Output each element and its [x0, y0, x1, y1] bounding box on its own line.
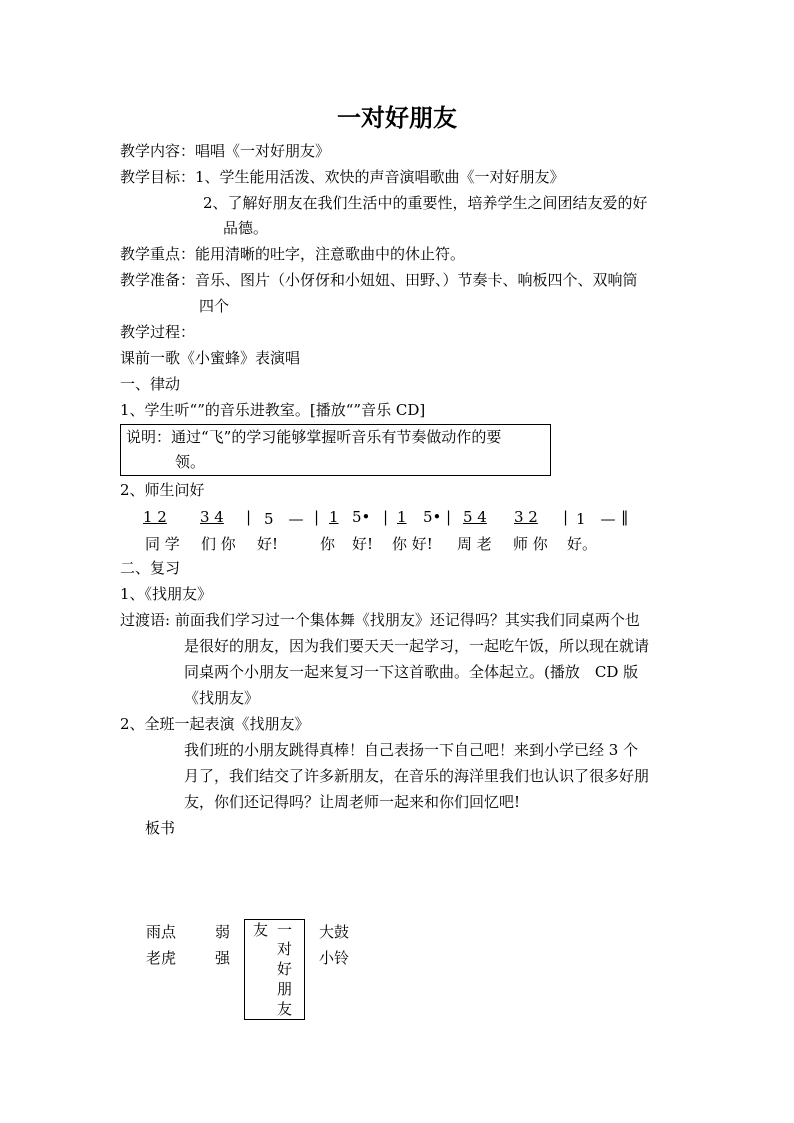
bar-line: | [563, 508, 569, 526]
board-vertical-char: 好 [277, 960, 293, 978]
bar-line: | [446, 508, 452, 526]
paragraph-line-1: 我们班的小朋友跳得真棒！自己表扬一下自己吧！来到小学已经 3 个 [184, 741, 639, 759]
note-line-1: 说明：通过“飞”的学习能够掌握听音乐有节奏做动作的要 [126, 428, 502, 446]
lyric: 你 好! [392, 535, 433, 553]
board-vertical-char: 朋 [277, 980, 293, 998]
board-heading: 板书 [145, 819, 176, 837]
score-note: 5 — [264, 510, 304, 528]
board-mid-1: 弱 [215, 923, 231, 941]
item-3-line: 1、《找朋友》 [120, 585, 213, 603]
board-left-1: 雨点 [146, 923, 177, 941]
item-4-line: 2、全班一起表演《找朋友》 [120, 715, 310, 733]
score-note: 1 — [576, 510, 616, 528]
board-right-2: 小铃 [319, 949, 350, 967]
score-note: 1 [329, 508, 339, 526]
goal-line-2b: 品德。 [223, 219, 269, 237]
transition-line-3: 同桌两个小朋友一起来复习一下这首歌曲。全体起立。(播放 CD 版 [184, 663, 639, 681]
end-bar-line: ‖ [621, 508, 629, 526]
score-note: 1 2 [143, 508, 167, 526]
score-note: 3 4 [200, 508, 224, 526]
board-right-1: 大鼓 [319, 923, 350, 941]
section-1-heading: 一、律动 [120, 375, 181, 393]
board-box-top-char: 友 [253, 921, 269, 939]
prep-line: 教学准备：音乐、图片（小伢伢和小妞妞、田野、）节奏卡、响板四个、双响筒 [120, 271, 638, 289]
board-vertical-char: 对 [277, 940, 293, 958]
focus-line: 教学重点：能用清晰的吐字，注意歌曲中的休止符。 [120, 245, 466, 263]
score-note: 1 [397, 508, 407, 526]
lyric: 你 [320, 535, 336, 553]
process-heading: 教学过程： [120, 323, 196, 341]
lyric: 周 老 [457, 535, 492, 553]
lyric: 好! [257, 535, 279, 553]
board-left-2: 老虎 [146, 949, 177, 967]
paragraph-line-2: 月了，我们结交了许多新朋友，在音乐的海洋里我们也认识了很多好朋 [184, 767, 650, 785]
section-2-heading: 二、复习 [120, 559, 181, 577]
board-mid-2: 强 [215, 949, 231, 967]
lyric: 同 学 [145, 535, 180, 553]
lyric: 好。 [567, 535, 598, 553]
score-note: 3 2 [514, 508, 538, 526]
transition-line-2: 是很好的朋友，因为我们要天天一起学习，一起吃午饭，所以现在就请 [184, 637, 650, 655]
goal-line-2: 2、了解好朋友在我们生活中的重要性，培养学生之间团结友爱的好 [203, 194, 648, 212]
lyric: 们 你 [201, 535, 236, 553]
page-title: 一对好朋友 [337, 103, 457, 132]
lyric: 师 你 [513, 535, 548, 553]
bar-line: | [314, 508, 320, 526]
item-1-line: 1、学生听“”的音乐进教室。[播放“”音乐 CD] [120, 401, 426, 419]
score-note: 5• [423, 508, 442, 526]
warmup-line: 课前一歌《小蜜蜂》表演唱 [120, 349, 301, 367]
score-note: 5• [352, 508, 371, 526]
board-vertical-char: 一 [277, 921, 293, 939]
transition-line-4: 《找朋友》 [184, 689, 260, 707]
bar-line: | [246, 508, 252, 526]
lyric: 好! [352, 535, 374, 553]
board-vertical-char: 友 [277, 1000, 293, 1018]
score-note: 5 4 [463, 508, 487, 526]
goal-line-1: 教学目标：1、学生能用活泼、欢快的声音演唱歌曲《一对好朋友》 [120, 168, 565, 186]
note-line-2: 领。 [175, 453, 206, 471]
paragraph-line-3: 友，你们还记得吗？让周老师一起来和你们回忆吧! [184, 793, 521, 811]
prep-line-2: 四个 [199, 297, 230, 315]
bar-line: | [383, 508, 389, 526]
content-line: 教学内容：唱唱《一对好朋友》 [120, 142, 331, 160]
item-2-line: 2、师生问好 [120, 481, 205, 499]
transition-line-1: 过渡语: 前面我们学习过一个集体舞《找朋友》还记得吗？其实我们同桌两个也 [120, 611, 640, 629]
